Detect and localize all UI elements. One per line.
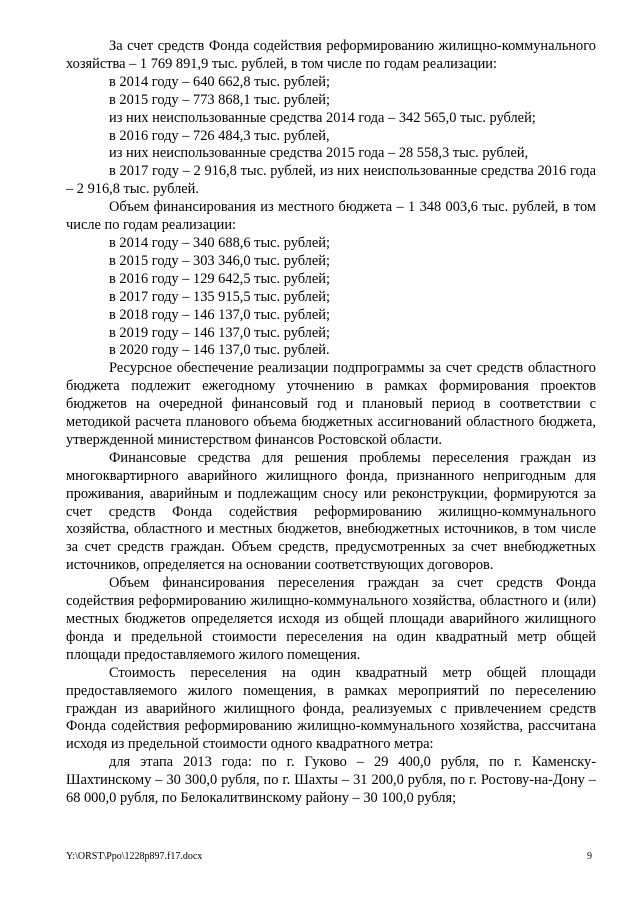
footer-file-path: Y:\ORST\Ppo\1228p897.f17.docx	[66, 851, 203, 862]
list-item-local-2015: в 2015 году – 303 346,0 тыс. рублей;	[109, 252, 330, 269]
paragraph-resource-provision: Ресурсное обеспечение реализации подпрограммы за счет средств областного бюджета подлежит ежегодному уточнению в рамках формирования проектов бюджетов на очередной финансовый год и плановый период в соответствии с методикой расчета планового объема бюджетных ассигнований областного бюджета, утвержденной министерством финансов Ростовской области.	[66, 360, 596, 448]
list-item-local-2018: в 2018 году – 146 137,0 тыс. рублей;	[109, 306, 330, 323]
list-item-local-2016: в 2016 году – 129 642,5 тыс. рублей;	[109, 270, 330, 287]
paragraph-fund-total: За счет средств Фонда содействия реформированию жилищно-коммунального хозяйства – 1 769 891,9 тыс. рублей, в том числе по годам реализации:	[66, 38, 596, 72]
paragraph-stage-2013: для этапа 2013 года: по г. Гуково – 29 400,0 рубля, по г. Каменску-Шахтинскому – 30 300,0 рубля, по г. Шахты – 31 200,0 рубля, по г. Ростову-на-Дону – 68 000,0 рубля, по Белокалитвинскому району – 30 100,0 рубля;	[66, 754, 596, 807]
list-item-fund-2016: в 2016 году – 726 484,3 тыс. рублей,	[109, 127, 330, 144]
paragraph-local-budget-total: Объем финансирования из местного бюджета – 1 348 003,6 тыс. рублей, в том числе по годам реализации:	[66, 199, 596, 234]
list-item-fund-unused-2014: из них неиспользованные средства 2014 года – 342 565,0 тыс. рублей;	[109, 109, 536, 126]
list-item-local-2014: в 2014 году – 340 688,6 тыс. рублей;	[109, 234, 330, 251]
list-item-fund-2014: в 2014 году – 640 662,8 тыс. рублей;	[109, 73, 330, 90]
list-item-fund-2015: в 2015 году – 773 868,1 тыс. рублей;	[109, 91, 330, 108]
list-item-local-2019: в 2019 году – 146 137,0 тыс. рублей;	[109, 324, 330, 341]
paragraph-fund-2017: в 2017 году – 2 916,8 тыс. рублей, из них неиспользованные средства 2016 года – 2 916,8 тыс. рублей.	[66, 163, 596, 198]
paragraph-financing-volume: Объем финансирования переселения граждан за счет средств Фонда содействия реформированию жилищно-коммунального хозяйства, областного и (или) местных бюджетов определяется исходя из общей площади аварийного жилищного фонда и предельной стоимости переселения на один квадратный метр общей площади предоставляемого жилого помещения.	[66, 575, 596, 663]
list-item-local-2017: в 2017 году – 135 915,5 тыс. рублей;	[109, 288, 330, 305]
body-text	[66, 38, 596, 808]
page-number: 9	[587, 851, 592, 862]
list-item-local-2020: в 2020 году – 146 137,0 тыс. рублей.	[109, 342, 330, 359]
list-item-fund-unused-2015: из них неиспользованные средства 2015 года – 28 558,3 тыс. рублей,	[109, 145, 529, 162]
paragraph-cost-per-sqm: Стоимость переселения на один квадратный метр общей площади предоставляемого жилого помещения, в рамках мероприятий по переселению граждан из аварийного жилищного фонда, реализуемых с привлечением средств Фонда содействия реформированию жилищно-коммунального хозяйства, рассчитана исходя из предельной стоимости одного квадратного метра:	[66, 664, 596, 753]
paragraph-financial-sources: Финансовые средства для решения проблемы переселения граждан из многоквартирного аварийного жилищного фонда, признанного непригодным для проживания, аварийным и подлежащим сносу или реконструкции, формируются за счет средств Фонда содействия реформированию жилищно-коммунального хозяйства, областного и местных бюджетов, внебюджетных источников, в том числе за счет средств граждан. Объем средств, предусмотренных за счет внебюджетных источников, определяется на основании соответствующих договоров.	[66, 449, 596, 574]
